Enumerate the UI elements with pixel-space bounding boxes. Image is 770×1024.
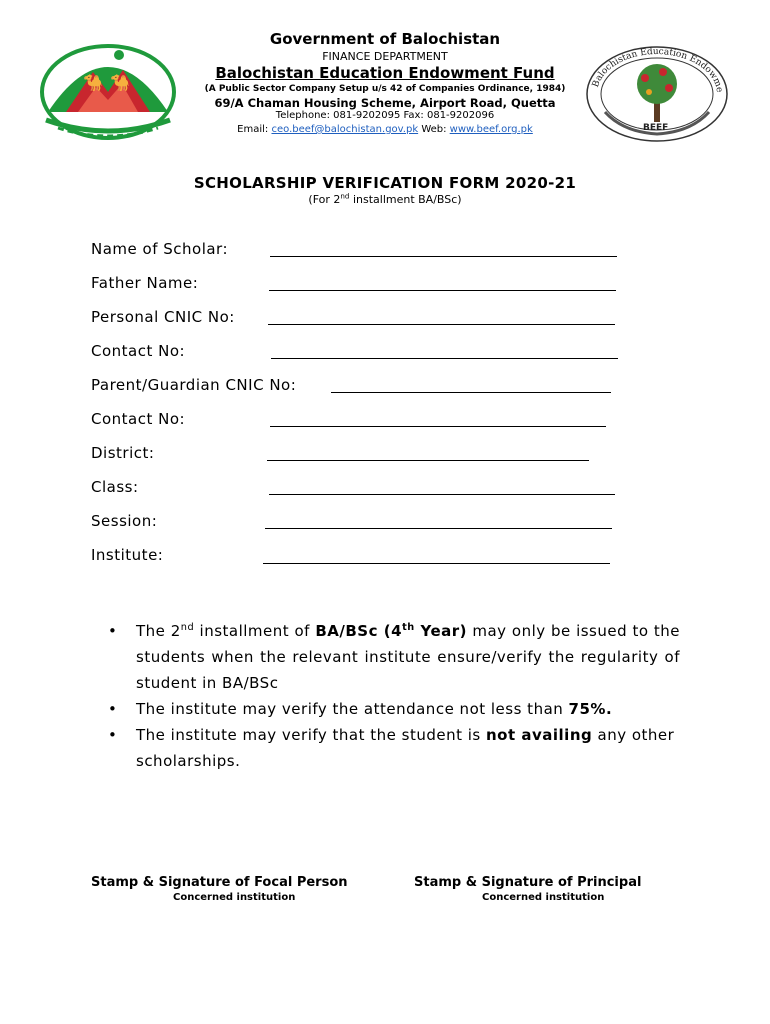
personal-cnic-field[interactable]	[268, 324, 615, 325]
telephone-fax: Telephone: 081-9202095 Fax: 081-9202096	[275, 110, 495, 121]
note-item: • The 2nd installment of BA/BSc (4th Year) may only be issued to the students when the relevant institute ensure/verify the regularity of student in BA/BSc	[108, 618, 680, 696]
email-label: Email:	[237, 124, 269, 135]
bullet-icon: •	[108, 726, 118, 744]
bullet-icon: •	[108, 622, 118, 640]
note-item: • The institute may verify the attendance not less than 75%.	[108, 696, 680, 722]
name-of-scholar-label: Name of Scholar:	[91, 240, 229, 258]
svg-text:Balochistan Education Endowmen: Balochistan Education Endowme	[590, 46, 725, 94]
department-title: FINANCE DEPARTMENT	[322, 50, 448, 63]
institute-label: Institute:	[91, 546, 164, 564]
guardian-cnic-label: Parent/Guardian CNIC No:	[91, 376, 297, 394]
contact-no-field[interactable]	[271, 358, 618, 359]
father-name-label: Father Name:	[91, 274, 199, 292]
principal-signature-title: Stamp & Signature of Principal	[414, 875, 642, 890]
government-title: Government of Balochistan	[269, 30, 501, 48]
contact-line	[0, 124, 770, 135]
email-link[interactable]: ceo.beef@balochistan.gov.pk	[271, 124, 419, 135]
principal-signature-subtitle: Concerned institution	[482, 892, 605, 903]
bullet-icon: •	[108, 700, 118, 718]
svg-text:🐪: 🐪	[110, 73, 130, 92]
svg-text:🐪: 🐪	[83, 73, 103, 92]
session-label: Session:	[91, 512, 158, 530]
class-label: Class:	[91, 478, 139, 496]
form-title: SCHOLARSHIP VERIFICATION FORM 2020-21	[193, 174, 577, 192]
guardian-contact-no-field[interactable]	[270, 426, 606, 427]
focal-person-signature-subtitle: Concerned institution	[173, 892, 296, 903]
guardian-cnic-field[interactable]	[331, 392, 611, 393]
guardian-contact-no-label: Contact No:	[91, 410, 186, 428]
web-link[interactable]: www.beef.org.pk	[449, 124, 533, 135]
notes-list	[108, 618, 680, 774]
web-label: Web:	[421, 124, 447, 135]
setup-note: (A Public Sector Company Setup u/s 42 of Companies Ordinance, 1984)	[204, 84, 566, 94]
form-subtitle: (For 2nd installment BA/BSc)	[308, 191, 462, 206]
focal-person-signature-title: Stamp & Signature of Focal Person	[91, 875, 348, 890]
session-field[interactable]	[265, 528, 612, 529]
district-label: District:	[91, 444, 155, 462]
district-field[interactable]	[267, 460, 589, 461]
father-name-field[interactable]	[269, 290, 616, 291]
institute-field[interactable]	[263, 563, 610, 564]
svg-text:BEEF: BEEF	[643, 123, 669, 133]
note-item: • The institute may verify that the student is not availing any other scholarships.	[108, 722, 680, 774]
fund-name: Balochistan Education Endowment Fund	[215, 64, 555, 82]
personal-cnic-label: Personal CNIC No:	[91, 308, 235, 326]
contact-no-label: Contact No:	[91, 342, 186, 360]
class-field[interactable]	[269, 494, 615, 495]
name-of-scholar-field[interactable]	[270, 256, 617, 257]
address: 69/A Chaman Housing Scheme, Airport Road, Quetta	[214, 96, 556, 110]
